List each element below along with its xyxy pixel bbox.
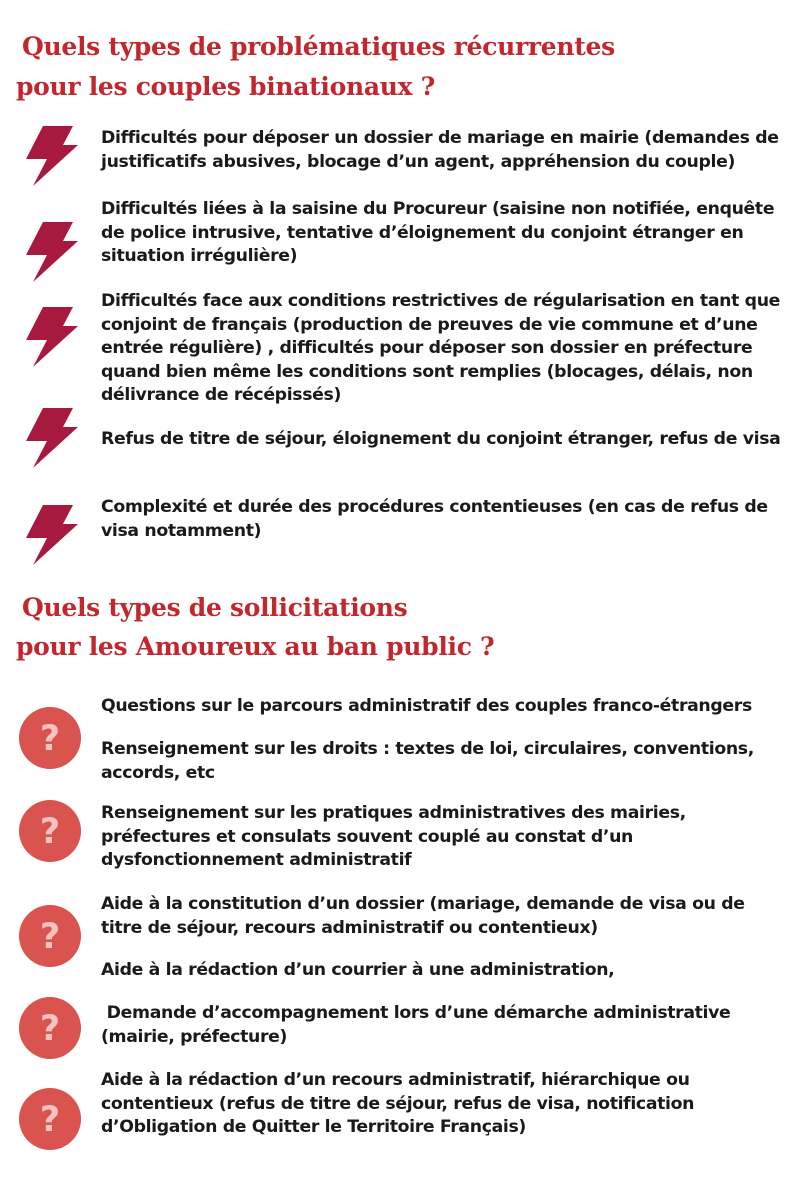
lightning-bolt-icon: [24, 126, 79, 186]
request-item: Aide à la rédaction d’un courrier à une administration,: [101, 960, 615, 980]
request-item: Renseignement sur les pratiques administratives des mairies, préfectures et consulats souvent couplé au constat d’un dysfonctionnement administratif: [101, 803, 686, 871]
svg-text:?: ?: [39, 719, 61, 759]
problem-item: Difficultés face aux conditions restrictives de régularisation en tant que conjoint de français (production de preuves de vie commune et d’une entrée régulière) , difficultés pour déposer son dossier en préfecture quand bien même les conditions sont remplies (blocages, délais, non délivrance de récépissés): [101, 291, 781, 406]
question-mark-icon: [19, 905, 81, 967]
svg-text:?: ?: [39, 812, 61, 852]
section1-title-line2: pour les couples binationaux ?: [16, 72, 436, 101]
question-mark-icon: [19, 707, 81, 769]
svg-text:?: ?: [39, 917, 61, 957]
request-item: Renseignement sur les droits : textes de loi, circulaires, conventions, accords, etc: [101, 739, 754, 783]
lightning-bolt-icon: [24, 505, 79, 565]
problem-item: Complexité et durée des procédures contentieuses (en cas de refus de visa notamment): [101, 497, 768, 541]
section2-title-line1: Quels types de sollicitations: [22, 593, 408, 622]
section2-title-line2: pour les Amoureux au ban public ?: [16, 632, 495, 661]
question-mark-icon: [19, 1088, 81, 1150]
question-mark-icon: [19, 997, 81, 1059]
problem-item: Difficultés pour déposer un dossier de mariage en mairie (demandes de justificatifs abusives, blocage d’un agent, appréhension du couple): [101, 128, 779, 172]
section1-title-line1: Quels types de problématiques récurrentes: [22, 32, 615, 61]
request-item: Aide à la rédaction d’un recours administratif, hiérarchique ou contentieux (refus de titre de séjour, refus de visa, notification d’Obligation de Quitter le Territoire Français): [101, 1070, 695, 1138]
request-item: Demande d’accompagnement lors d’une démarche administrative (mairie, préfecture): [101, 1003, 737, 1047]
request-item: Aide à la constitution d’un dossier (mariage, demande de visa ou de titre de séjour, recours administratif ou contentieux): [101, 894, 745, 938]
lightning-bolt-icon: [24, 222, 79, 282]
question-mark-icon: [19, 800, 81, 862]
lightning-bolt-icon: [24, 408, 79, 468]
svg-text:?: ?: [39, 1009, 61, 1049]
request-item: Questions sur le parcours administratif des couples franco-étrangers: [101, 696, 752, 716]
problem-item: Difficultés liées à la saisine du Procureur (saisine non notifiée, enquête de police intrusive, tentative d’éloignement du conjoint étranger en situation irrégulière): [101, 199, 775, 267]
problem-item: Refus de titre de séjour, éloignement du conjoint étranger, refus de visa: [101, 429, 781, 449]
lightning-bolt-icon: [24, 307, 79, 367]
svg-text:?: ?: [39, 1100, 61, 1140]
